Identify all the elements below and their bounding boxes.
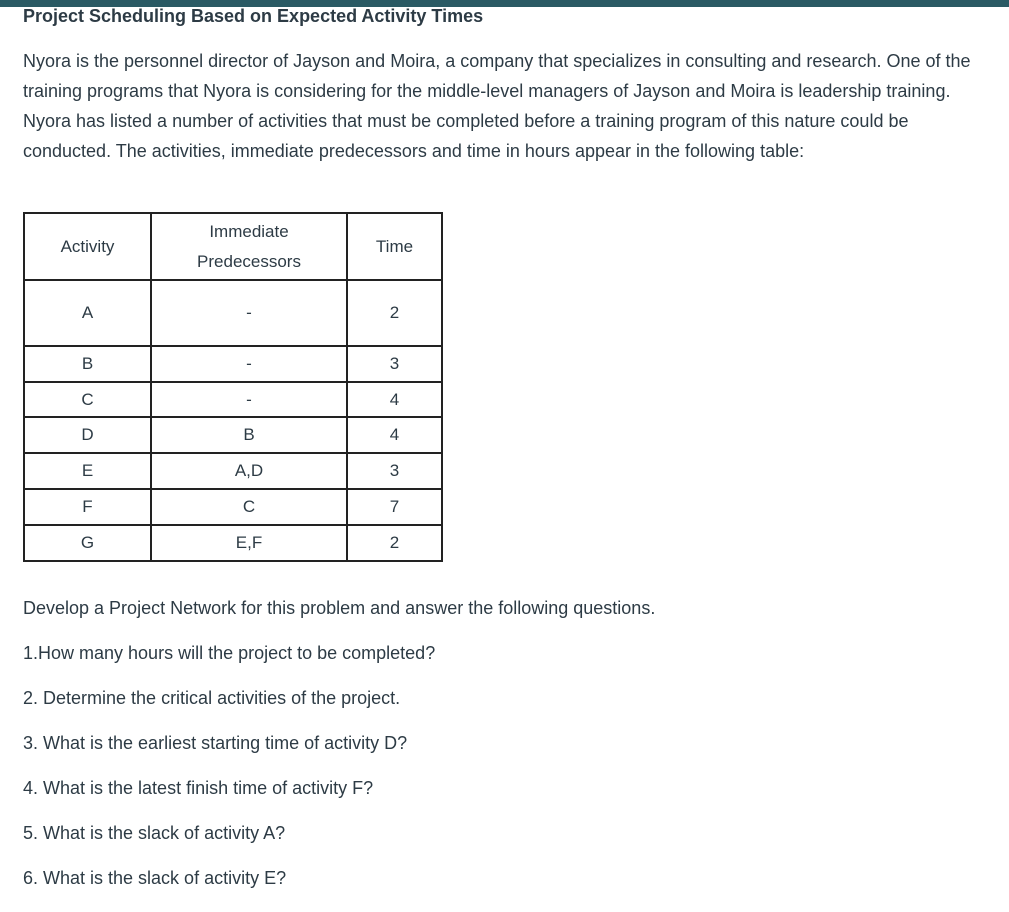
- cell-activity: F: [24, 489, 151, 525]
- question-item: 1.How many hours will the project to be completed?: [23, 643, 436, 663]
- cell-activity: E: [24, 453, 151, 489]
- header-predecessors: [151, 213, 347, 280]
- activity-table: [23, 212, 443, 562]
- table-header-row: [24, 213, 442, 280]
- cell-activity: D: [24, 417, 151, 453]
- header-predecessors-line1: Immediate: [209, 221, 289, 241]
- instruction-text: Develop a Project Network for this problem and answer the following questions.: [23, 598, 656, 618]
- table-row: [24, 489, 442, 525]
- page-heading: Project Scheduling Based on Expected Activity Times: [23, 6, 484, 26]
- cell-predecessors: A,D: [151, 453, 347, 489]
- table-row: [24, 382, 442, 417]
- question-item: 3. What is the earliest starting time of activity D?: [23, 733, 408, 753]
- cell-time: 3: [347, 346, 442, 382]
- table-row: [24, 280, 442, 346]
- cell-predecessors: E,F: [151, 525, 347, 561]
- cell-time: 4: [347, 417, 442, 453]
- question-item: 4. What is the latest finish time of activity F?: [23, 778, 374, 798]
- cell-predecessors: -: [151, 280, 347, 346]
- cell-predecessors: C: [151, 489, 347, 525]
- cell-activity: B: [24, 346, 151, 382]
- question-item: 2. Determine the critical activities of the project.: [23, 688, 401, 708]
- cell-time: 3: [347, 453, 442, 489]
- header-time: Time: [347, 213, 442, 280]
- cell-predecessors: -: [151, 346, 347, 382]
- cell-time: 4: [347, 382, 442, 417]
- cell-time: 2: [347, 280, 442, 346]
- table-row: [24, 346, 442, 382]
- intro-paragraph: Nyora is the personnel director of Jayson and Moira, a company that specializes in consulting and research. One of the training programs that Nyora is considering for the middle-level managers of Jayson and Moira is leadership training. Nyora has listed a number of activities that must be completed before a training program of this nature could be conducted. The activities, immediate predecessors and time in hours appear in the following table:: [23, 51, 971, 161]
- question-list: [23, 592, 655, 907]
- cell-time: 2: [347, 525, 442, 561]
- table-row: [24, 453, 442, 489]
- cell-activity: A: [24, 280, 151, 346]
- header-predecessors-line2: Predecessors: [197, 251, 301, 271]
- cell-predecessors: -: [151, 382, 347, 417]
- cell-activity: G: [24, 525, 151, 561]
- table-row: [24, 417, 442, 453]
- header-activity: Activity: [24, 213, 151, 280]
- question-item: 5. What is the slack of activity A?: [23, 823, 286, 843]
- question-item: 6. What is the slack of activity E?: [23, 868, 287, 888]
- cell-time: 7: [347, 489, 442, 525]
- cell-predecessors: B: [151, 417, 347, 453]
- cell-activity: C: [24, 382, 151, 417]
- table-row: [24, 525, 442, 561]
